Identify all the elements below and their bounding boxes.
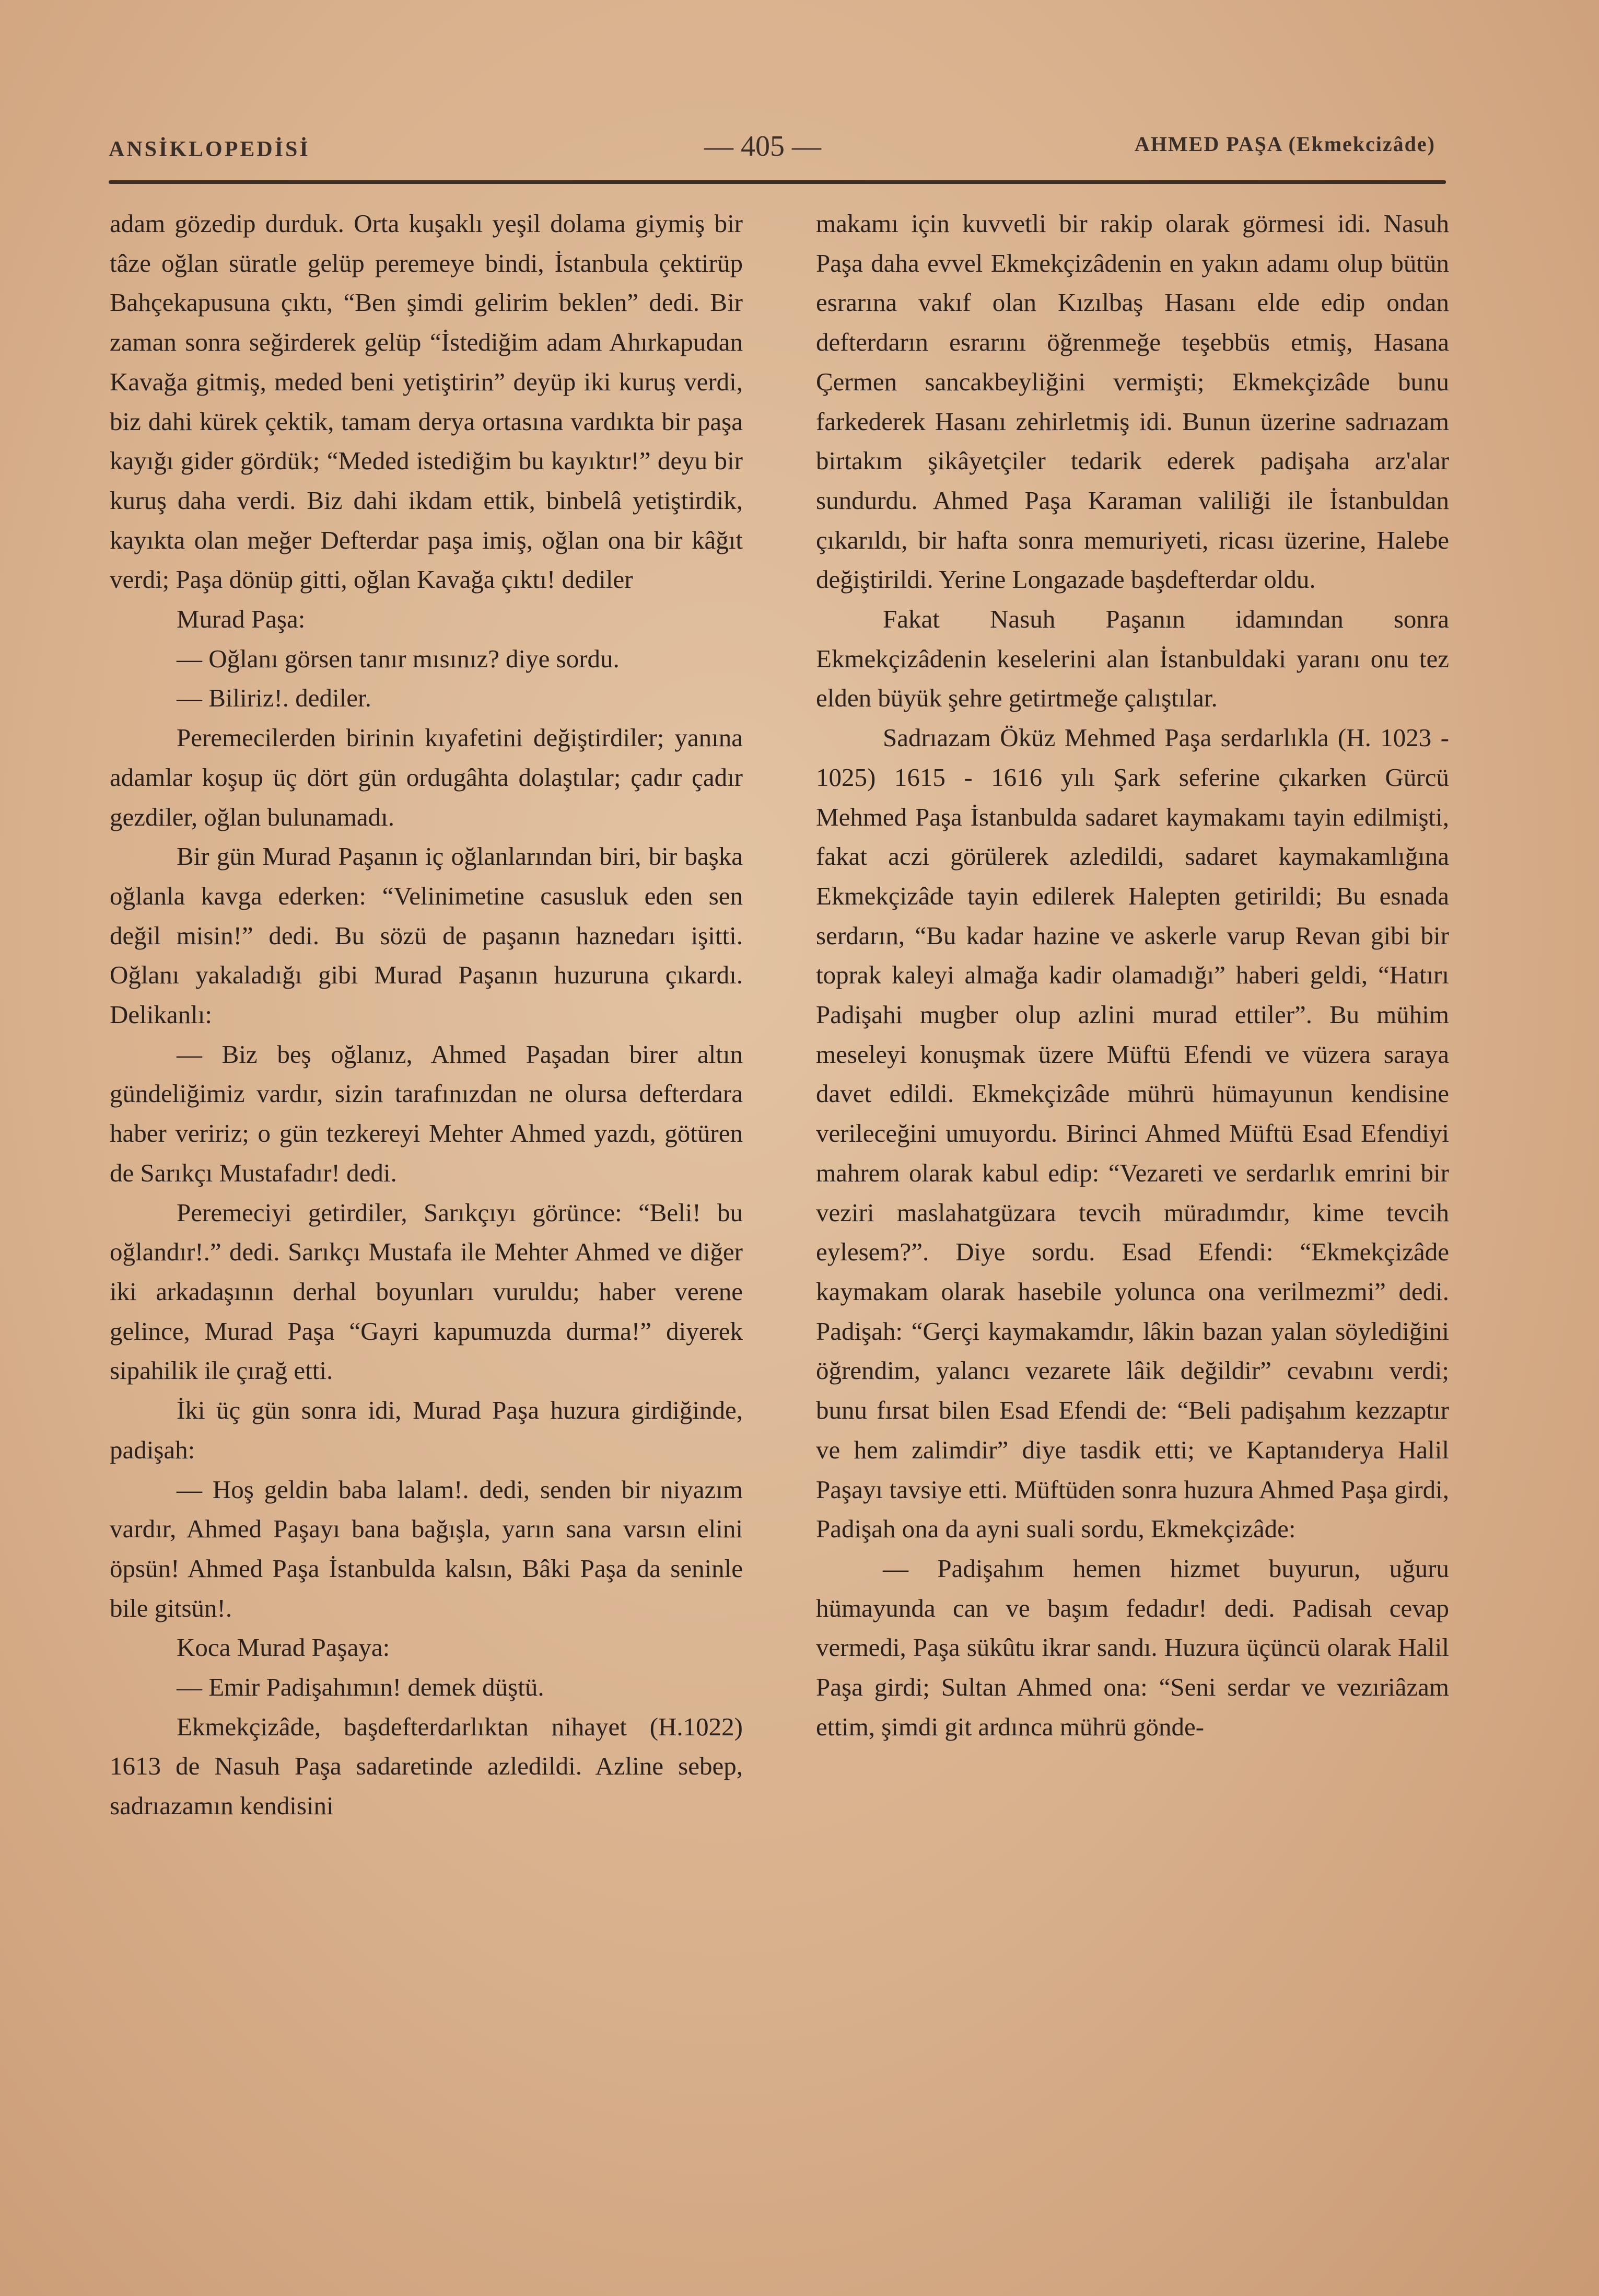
paragraph: İki üç gün sonra idi, Murad Paşa huzura girdiğinde, padişah: xyxy=(110,1396,743,1464)
page-number: — 405 — xyxy=(704,130,821,163)
paragraph: — Emir Padişahımın! demek düştü. xyxy=(177,1673,544,1702)
paragraph: — Biz beş oğlanız, Ahmed Paşadan birer altın gündeliğimiz vardır, sizin tarafınızdan ne olursa defterdara haber veririz; o gün tezkereyi Mehter Ahmed yazdı, götüren de Sarıkçı Mustafadır! dedi. xyxy=(110,1039,743,1187)
paragraph: — Oğlanı görsen tanır mısınız? diye sordu. xyxy=(177,644,620,673)
paragraph: Fakat Nasuh Paşanın idamından sonra Ekmekçizâdenin keselerini alan İstanbuldaki yaranı onu tez elden büyük şehre getirtmeğe çalıştılar. xyxy=(816,605,1449,713)
paragraph: Ekmekçizâde, başdefterdarlıktan nihayet (H.1022) 1613 de Nasuh Paşa sadaretinde azledildi. Azline sebep, sadrıazamın kendisini xyxy=(110,1712,743,1820)
paragraph: Koca Murad Paşaya: xyxy=(177,1633,390,1662)
paragraph: — Padişahım hemen hizmet buyurun, uğuru hümayunda can ve başım fedadır! dedi. Padisah cevap vermedi, Paşa sükûtu ikrar sandı. Huzura üçüncü olarak Halil Paşa girdi; Sultan Ahmed ona: “Seni serdar ve vezıriâzam ettim, şimdi git ardınca mührü gönde- xyxy=(816,1553,1449,1741)
paragraph: — Hoş geldin baba lalam!. dedi, senden bir niyazım vardır, Ahmed Paşayı bana bağışla, yarın sana varsın elini öpsün! Ahmed Paşa İstanbulda kalsın, Bâki Paşa da seninle bile gitsün!. xyxy=(110,1475,743,1622)
header-rule xyxy=(109,180,1446,184)
paragraph: Sadrıazam Öküz Mehmed Paşa serdarlıkla (H. 1023 - 1025) 1615 - 1616 yılı Şark seferine çıkarken Gürcü Mehmed Paşa İstanbulda sadaret kaymakamı tayin edilmişti, fakat aczi görülerek azledildi, sadaret kaymakamlığına Ekmekçizâde tayin edilerek Halepten getirildi; Bu esnada serdarın, “Bu kadar hazine ve askerle varup Revan gibi bir toprak kaleyi almağa kadir olamadığı” haberi geldi, “Hatırı Padişahi mugber olup azlini murad ettiler”. Bu mühim meseleyi konuşmak üzere Müftü Efendi ve vüzera saraya davet edildi. Ekmekçizâde mührü hümayunun kendisine verileceğini umuyordu. Birinci Ahmed Müftü Esad Efendiyi mahrem olarak kabul edip: “Vezareti ve serdarlık emrini bir veziri maslahatgüzara tevcih müradımdır, kime tevcih eylesem?”. Diye sordu. Esad Efendi: “Ekmekçizâde kaymakam olarak hasebile yolunca ona verilmezmi” dedi. Padişah: “Gerçi kaymakamdır, lâkin bazan yalan söylediğini öğrendim, yalancı vezarete lâik değildir” cevabını verdi; bunu fırsat bilen Esad Efendi de: “Beli padişahım kezzaptır ve hem zalimdir” diye tasdik etti; ve Kaptanıderya Halil Paşayı tavsiye etti. Müftüden sonra huzura Ahmed Paşa girdi, Padişah ona da ayni suali sordu, Ekmekçizâde: xyxy=(816,723,1449,1544)
paragraph: makamı için kuvvetli bir rakip olarak görmesi idi. Nasuh Paşa daha evvel Ekmekçizâdenin en yakın adamı olup bütün esrarına vakıf olan Kızılbaş Hasanı elde edip ondan defterdarın esrarını öğrenmeğe teşebbüs etmiş, Hasana Çermen sancakbeyliğini vermişti; Ekmekçizâde bunu farkederek Hasanı zehirletmiş idi. Bunun üzerine sadrıazam birtakım şikâyetçiler tedarik ederek padişaha arz'alar sundurdu. Ahmed Paşa Karaman valiliği ile İstanbuldan çıkarıldı, bir hafta sonra memuriyeti, ricası üzerine, Halebe değiştirildi. Yerine Longazade başdefterdar oldu. xyxy=(816,209,1449,594)
header-left-title: ANSİKLOPEDİSİ xyxy=(109,137,310,161)
paragraph: — Biliriz!. dediler. xyxy=(177,683,371,713)
right-column xyxy=(816,204,1449,1746)
paragraph: adam gözedip durduk. Orta kuşaklı yeşil dolama giymiş bir tâze oğlan süratle gelüp peremeye bindi, İstanbula çektirüp Bahçekapusuna çıktı, “Ben şimdi gelirim beklen” dedi. Bir zaman sonra seğirderek gelüp “İstediğim adam Ahırkapudan Kavağa gitmiş, meded beni yetiştirin” deyüp iki kuruş verdi, biz dahi kürek çektik, tamam derya ortasına vardıkta bir paşa kayığı gider gördük; “Meded istediğim bu kayıktır!” deyu bir kuruş daha verdi. Biz dahi ikdam ettik, binbelâ yetiştirdik, kayıkta olan meğer Defterdar paşa imiş, oğlan ona bir kâğıt verdi; Paşa dönüp gitti, oğlan Kavağa çıktı! dediler xyxy=(110,209,743,594)
header-right-title: AHMED PAŞA (Ekmekcizâde) xyxy=(1134,132,1435,156)
paragraph: Bir gün Murad Paşanın iç oğlanlarından biri, bir başka oğlanla kavga ederken: “Velinimetine casusluk eden sen değil misin!” dedi. Bu sözü de paşanın haznedarı işitti. Oğlanı yakaladığı gibi Murad Paşanın huzuruna çıkardı. Delikanlı: xyxy=(110,842,743,1029)
paragraph: Peremecilerden birinin kıyafetini değiştirdiler; yanına adamlar koşup üç dört gün ordugâhta dolaştılar; çadır çadır gezdiler, oğlan bulunamadı. xyxy=(110,723,743,831)
page-header xyxy=(109,125,1435,162)
paragraph: Murad Paşa: xyxy=(177,605,306,634)
paragraph: Peremeciyi getirdiler, Sarıkçıyı görünce: “Beli! bu oğlandır!.” dedi. Sarıkçı Mustafa ile Mehter Ahmed ve diğer iki arkadaşının derhal boyunları vuruldu; haber verene gelince, Murad Paşa “Gayri kapumuzda durma!” diyerek sipahilik ile çırağ etti. xyxy=(110,1198,743,1385)
left-column xyxy=(110,204,743,1826)
